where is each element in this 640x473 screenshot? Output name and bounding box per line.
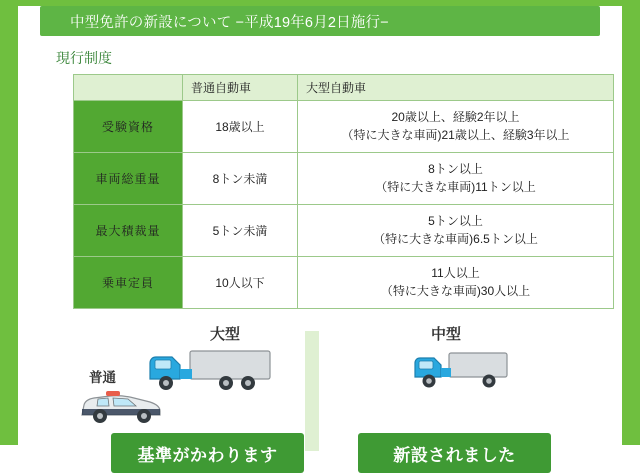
- frame-left-border: [0, 0, 18, 445]
- comparison-table: [73, 74, 614, 309]
- banner-right-text: 新設されました: [393, 445, 516, 465]
- banner-newly-established: [358, 433, 551, 473]
- frame-right-border: [622, 0, 640, 445]
- label-medium-vehicle: 中型: [431, 326, 462, 343]
- table-row: [74, 205, 614, 257]
- page-title-bar: [40, 6, 600, 36]
- cell-line-1: 5トン以上: [428, 214, 483, 229]
- cell-normal-capacity: 10人以下: [183, 257, 298, 309]
- cell-large-gross-weight: [298, 153, 614, 205]
- cell-large-exam-eligibility: [298, 101, 614, 153]
- row-label-capacity: 乗車定員: [74, 257, 183, 309]
- normal-car-icon: [76, 385, 168, 427]
- table-header-normal-vehicle: 普通自動車: [183, 75, 298, 101]
- cell-normal-gross-weight: 8トン未満: [183, 153, 298, 205]
- cell-normal-exam-eligibility: 18歳以上: [183, 101, 298, 153]
- medium-truck-icon: [411, 345, 515, 393]
- row-label-exam-eligibility: 受験資格: [74, 101, 183, 153]
- cell-line-2: （特に大きな車両)21歳以上、経験3年以上: [341, 127, 570, 142]
- table-header-blank: [74, 75, 183, 101]
- content-area: [18, 6, 622, 465]
- cell-large-capacity: [298, 257, 614, 309]
- cell-line-2: （特に大きな車両)6.5トン以上: [373, 231, 538, 246]
- table-header-large-vehicle: 大型自動車: [298, 75, 614, 101]
- row-label-gross-weight: 車両総重量: [74, 153, 183, 205]
- label-normal-vehicle: 普通: [89, 370, 116, 385]
- banner-left-text: 基準がかわります: [137, 445, 278, 465]
- cell-line-1: 11人以上: [431, 266, 480, 281]
- table-row: [74, 153, 614, 205]
- cell-large-max-load: [298, 205, 614, 257]
- cell-normal-max-load: 5トン未満: [183, 205, 298, 257]
- banner-standard-changed: [111, 433, 304, 473]
- illustration-area: [18, 323, 622, 473]
- cell-line-1: 8トン以上: [428, 162, 483, 177]
- row-label-max-load: 最大積裁量: [74, 205, 183, 257]
- table-row: [74, 257, 614, 309]
- cell-line-2: （特に大きな車両)11トン以上: [375, 179, 536, 194]
- cell-line-1: 20歳以上、経験2年以上: [391, 110, 520, 125]
- table-row: [74, 101, 614, 153]
- table-header-row: [74, 75, 614, 101]
- page-title: 中型免許の新設について −平成19年6月2日施行−: [70, 14, 389, 31]
- vertical-divider: [305, 331, 319, 451]
- label-large-vehicle: 大型: [210, 326, 241, 343]
- section-heading: 現行制度: [56, 50, 112, 66]
- cell-line-2: （特に大きな車両)30人以上: [380, 283, 531, 298]
